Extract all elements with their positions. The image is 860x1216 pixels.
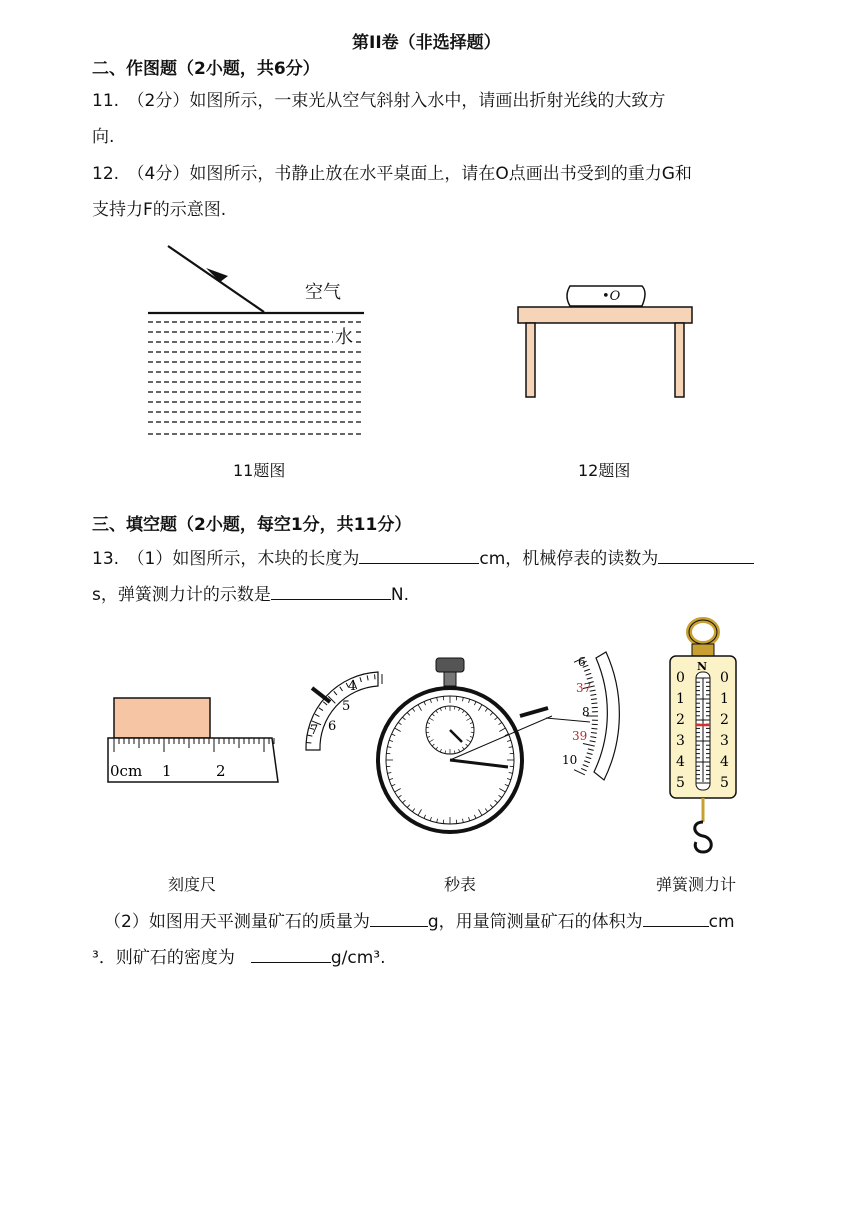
ruler-label-1: 1	[162, 762, 172, 780]
left-tick-5: 5	[676, 775, 685, 791]
right-arc-tick	[587, 677, 593, 679]
water-label: 水	[335, 327, 353, 348]
q13-part1-line1	[92, 547, 754, 570]
q13-p2-text-b: g，用量筒测量矿石的体积为	[427, 912, 643, 932]
spring-scale-figure	[662, 616, 744, 862]
table-top	[518, 307, 692, 323]
right-tick-4: 4	[720, 754, 729, 770]
right-arc-tick	[590, 741, 596, 742]
q11-text-line1: 11. （2分）如图所示，一束光从空气斜射入水中，请画出折射光线的大致方	[92, 91, 666, 111]
spring-scale-answer-blank[interactable]	[271, 583, 391, 600]
q13-p2-text-e: g/cm³.	[330, 948, 386, 968]
right-arc-tick	[584, 761, 590, 763]
q12-text-line1: 12. （4分）如图所示，书静止放在水平桌面上，请在O点画出书受到的重力G和	[92, 164, 692, 184]
right-scale-6: 6	[578, 655, 586, 669]
q13-part2-line2	[92, 946, 385, 969]
left-tick-3: 3	[676, 733, 685, 749]
part3-heading: 三、填空题（2小题，每空1分，共11分）	[92, 515, 412, 535]
right-tick-2: 2	[720, 712, 729, 728]
q12-text-line2: 支持力F的示意图.	[92, 200, 227, 220]
right-arc-tick	[591, 728, 597, 729]
right-arc-tick	[591, 699, 597, 700]
stopwatch-caption: 秒表	[444, 875, 477, 894]
right-arc-tick	[583, 765, 589, 767]
q13-text-a: 13. （1）如图所示，木块的长度为	[92, 549, 360, 569]
stopwatch-stem	[444, 672, 456, 686]
right-tick-0: 0	[720, 670, 729, 686]
left-scale-6: 6	[328, 719, 337, 734]
air-label: 空气	[305, 282, 341, 303]
q13-part1-line2	[92, 583, 409, 606]
table-leg-left	[526, 323, 535, 397]
q13-p2-text-a: （2）如图用天平测量矿石的质量为	[104, 912, 370, 932]
right-arc-tick	[574, 770, 585, 775]
ruler-caption: 刻度尺	[168, 875, 217, 894]
left-tick-1: 1	[676, 691, 685, 707]
right-arc-tick	[591, 733, 597, 734]
q13-p2-text-c: cm	[708, 912, 735, 932]
wood-block	[114, 698, 210, 738]
ruler-label-0: 0cm	[110, 762, 143, 780]
stopwatch-answer-blank[interactable]	[658, 547, 754, 564]
density-answer-blank[interactable]	[251, 946, 331, 963]
right-arc-tick	[586, 757, 592, 759]
hook	[695, 822, 712, 852]
mass-answer-blank[interactable]	[370, 910, 428, 927]
right-arc-tick	[587, 753, 593, 755]
left-tick-4: 4	[676, 754, 685, 770]
incident-ray	[168, 246, 264, 312]
volume-answer-blank[interactable]	[643, 910, 709, 927]
left-scale-4: 4	[348, 679, 357, 694]
right-arc-tick	[590, 737, 596, 738]
right-arc-tick	[586, 673, 592, 675]
right-arc-tick	[591, 703, 597, 704]
water-lines	[148, 322, 364, 434]
part2-heading: 二、作图题（2小题，共6分）	[92, 59, 320, 79]
point-o-label: •O	[602, 289, 621, 304]
right-tick-5: 5	[720, 775, 729, 791]
figure-12-caption: 12题图	[578, 461, 631, 480]
section-title: 第II卷（非选择题）	[352, 33, 501, 53]
ruler-figure	[104, 692, 284, 788]
right-tick-3: 3	[720, 733, 729, 749]
left-tick-2: 2	[676, 712, 685, 728]
right-arc-tick	[581, 768, 587, 770]
right-arc-tick	[584, 669, 590, 671]
stopwatch-figure	[300, 650, 630, 865]
right-scale-8: 8	[582, 705, 590, 719]
table-leg-right	[675, 323, 684, 397]
scale-unit: N	[697, 660, 708, 673]
q13-text-c: s，弹簧测力计的示数是	[92, 585, 271, 605]
right-scale-39: 39	[572, 729, 588, 743]
left-scale-7: 7	[310, 723, 319, 738]
q13-text-d: N.	[390, 585, 409, 605]
right-arc-tick	[583, 743, 595, 746]
q13-p2-text-d: ³．则矿石的密度为	[92, 948, 235, 968]
right-scale-37: 37	[576, 681, 592, 695]
q13-part2-line1	[104, 910, 735, 933]
right-arc-tick	[588, 749, 594, 750]
stopwatch-crown	[436, 658, 464, 672]
left-scale-5: 5	[342, 699, 351, 714]
ruler-answer-blank[interactable]	[359, 547, 479, 564]
right-scale-10: 10	[562, 753, 578, 767]
right-tick-1: 1	[720, 691, 729, 707]
ruler-label-2: 2	[216, 762, 226, 780]
q13-text-b: cm，机械停表的读数为	[479, 549, 659, 569]
ring-mount	[692, 644, 714, 656]
left-tick-0: 0	[676, 670, 685, 686]
q11-text-line2: 向.	[92, 127, 115, 147]
spring-scale-caption: 弹簧测力计	[656, 875, 737, 894]
right-zoom-pointer	[520, 708, 548, 716]
figure-11-caption: 11题图	[233, 461, 286, 480]
